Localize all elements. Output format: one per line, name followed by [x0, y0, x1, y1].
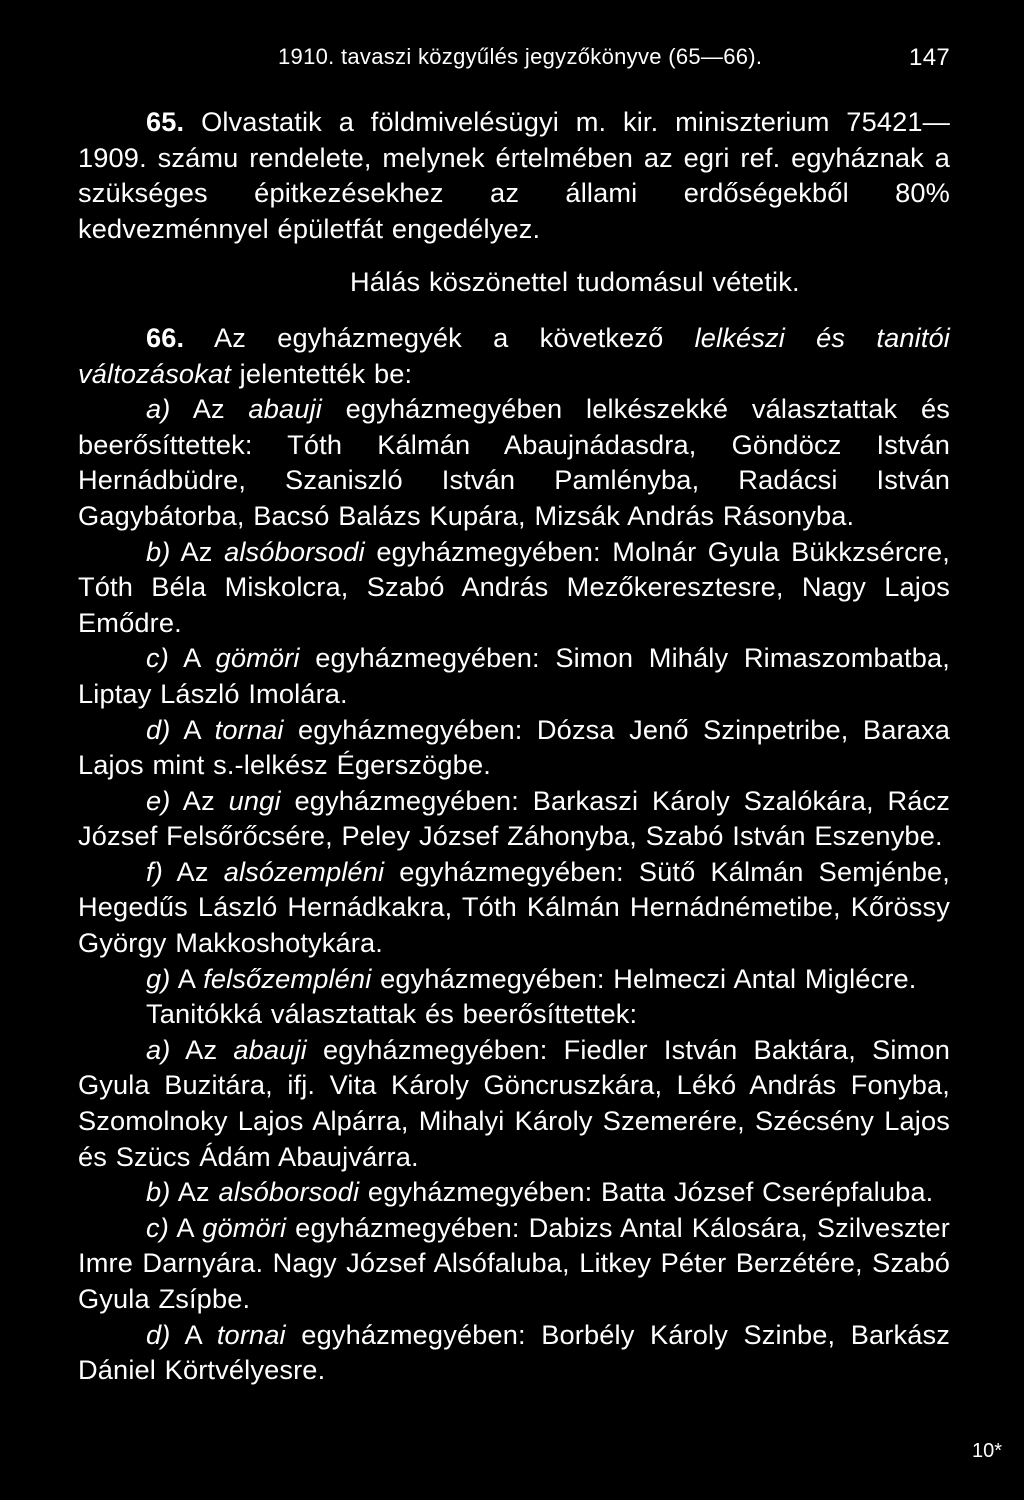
pastor-change-e [78, 783, 950, 854]
pastor-change-g [78, 961, 950, 997]
item-65-resolution: Hálás köszönettel tudomásul vétetik. [350, 266, 800, 298]
list-label: g) [146, 962, 171, 994]
list-label: b) [146, 535, 171, 567]
diocese-name: alsóborsodi [224, 535, 365, 567]
list-label: d) [146, 1318, 171, 1350]
intro-text: Az egyházmegyék a következő [213, 321, 664, 353]
diocese-name: alsóborsodi [218, 1176, 360, 1208]
running-title: 1910. tavaszi közgyűlés jegyzőkönyve (65—66). [278, 44, 763, 69]
pastor-change-d [78, 712, 950, 783]
page-header [78, 38, 950, 78]
list-label: e) [146, 784, 171, 816]
teacher-change-a [78, 1032, 950, 1174]
change-text: egyházmegyében: Simon Mihály Rimaszombatba, Liptay László Imolára. [78, 642, 950, 709]
article: A [177, 962, 195, 994]
pastor-change-f [78, 854, 950, 961]
list-label: f) [146, 855, 163, 887]
change-text: egyházmegyében lelkészekké választattak és beerősíttettek: Tóth Kálmán Abaujnádasdra, Göndöcz István Hernádbüdre, Szaniszló István Pamlényba, Radácsi István Gagybátorba, Bacsó Balázs Kupára, Mizsák András Rásonyba. [78, 393, 950, 531]
item-number: 65. [146, 106, 185, 137]
list-label: b) [146, 1176, 171, 1208]
article: Az [176, 855, 209, 887]
article: Az [185, 1033, 218, 1065]
change-text: egyházmegyében: Molnár Gyula Bükkzsércre, Tóth Béla Miskolcra, Szabó András Mezőkeresztesre, Nagy Lajos Emődre. [78, 535, 951, 638]
change-text: egyházmegyében: Dózsa Jenő Szinpetribe, Baraxa Lajos mint s.-lelkész Égerszögbe. [78, 713, 950, 781]
teacher-change-c [78, 1210, 950, 1317]
diocese-name: tornai [216, 1318, 286, 1350]
pastor-change-b [78, 534, 950, 641]
document-page [78, 38, 950, 1478]
diocese-name: alsózempléni [223, 855, 385, 887]
page-number: 147 [909, 44, 950, 71]
change-text: egyházmegyében: Barkaszi Károly Szalókára, Rácz József Felsőrőcsére, Peley József Záhonyba, Szabó István Eszenybe. [78, 784, 951, 852]
article: A [184, 1318, 202, 1350]
diocese-name: felsőzempléni [203, 962, 372, 994]
article: Az [180, 535, 213, 567]
change-text: egyházmegyében: Helmeczi Antal Miglécre. [380, 962, 917, 994]
intro-text: jelentették be: [239, 357, 413, 389]
diocese-name: ungi [228, 784, 281, 816]
change-text: egyházmegyében: Fiedler István Baktára, Simon Gyula Buzitára, ifj. Vita Károly Göncruszkára, Lékó András Fonyba, Szomolnoky Lajos Alpárra, Mihalyi Károly Szemerére, Szécsény Lajos és Szücs Ádám Abaujvárra. [78, 1033, 950, 1172]
teacher-change-b [78, 1174, 950, 1210]
article: A [183, 713, 201, 745]
item-65-paragraph [78, 104, 950, 246]
pastor-change-c [78, 640, 950, 711]
pastor-change-a [78, 391, 950, 533]
diocese-name: tornai [214, 713, 284, 745]
article: A [183, 642, 200, 674]
change-text: egyházmegyében: Borbély Károly Szinbe, Barkász Dániel Körtvélyesre. [78, 1318, 951, 1386]
list-label: a) [146, 393, 171, 425]
item-65-text: Olvastatik a földmivelésügyi m. kir. miniszterium 75421—1909. számu rendelete, melynek értelmében az egri ref. egyháznak a szükséges épitkezésekhez az állami erdőségekből 80% kedvezménnyel épületfát engedélyez. [78, 106, 950, 244]
item-66-intro [78, 320, 950, 391]
diocese-name: abauji [233, 1033, 307, 1065]
diocese-name: gömöri [215, 642, 300, 674]
article: Az [182, 784, 215, 816]
teacher-change-d [78, 1317, 950, 1388]
article: Az [177, 1176, 210, 1208]
diocese-name: abauji [248, 393, 322, 425]
body-text [78, 104, 950, 1388]
intro-emphasis: lelkészi és tanitói változásokat [78, 321, 950, 389]
list-label: a) [146, 1033, 171, 1065]
change-text: egyházmegyében: Batta József Cserépfaluba. [367, 1176, 934, 1208]
article: A [176, 1211, 194, 1243]
diocese-name: gömöri [202, 1211, 287, 1243]
list-label: c) [146, 642, 169, 674]
signature-mark: 10* [971, 1440, 1002, 1462]
article: Az [192, 393, 225, 425]
change-text: egyházmegyében: Sütő Kálmán Semjénbe, Hegedűs László Hernádkakra, Tóth Kálmán Hernádnémetibe, Kőrössy György Makkoshotykára. [78, 855, 950, 959]
list-label: c) [146, 1211, 169, 1243]
change-text: egyházmegyében: Dabizs Antal Kálosára, Szilveszter Imre Darnyára. Nagy József Alsófaluba, Litkey Péter Berzétére, Szabó Gyula Zsípbe. [78, 1211, 950, 1314]
list-label: d) [146, 713, 171, 745]
teachers-intro: Tanitókká választattak és beerősíttettek: [146, 998, 638, 1030]
item-number: 66. [146, 321, 185, 353]
